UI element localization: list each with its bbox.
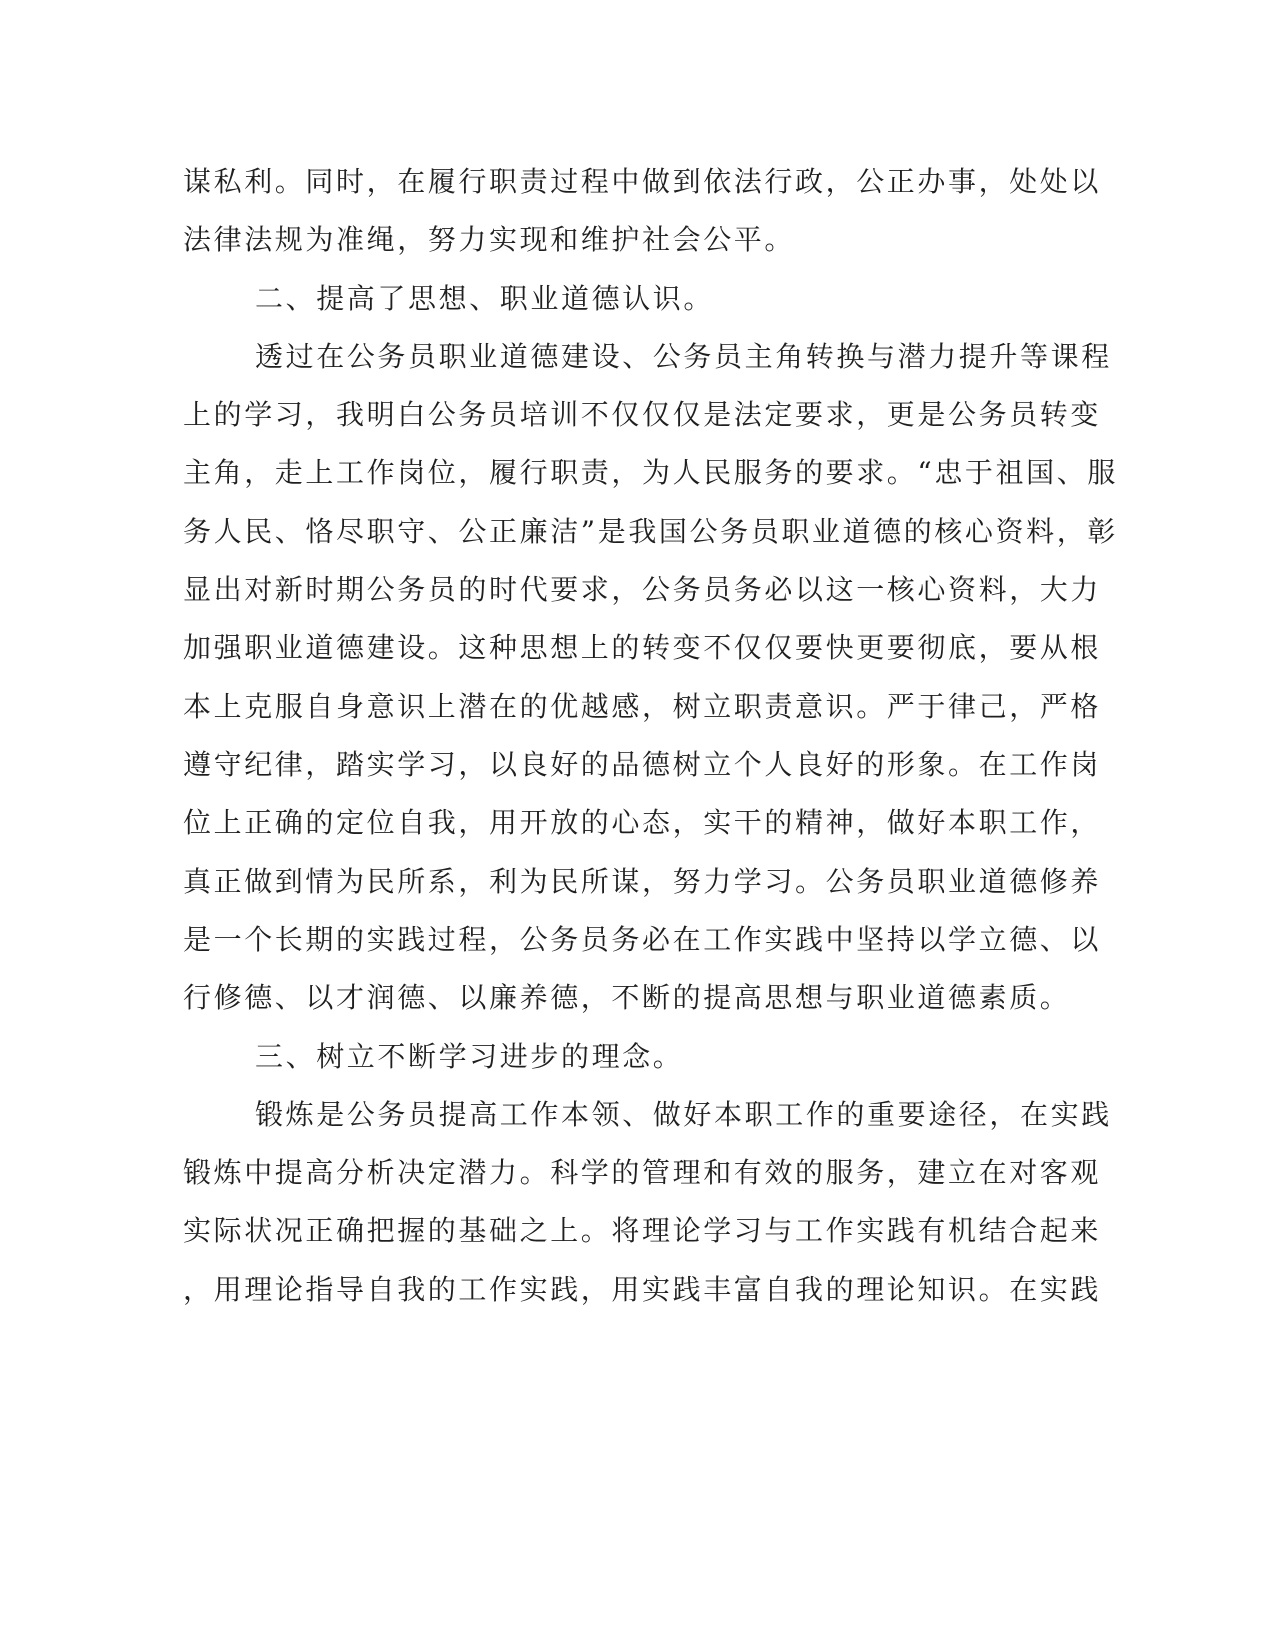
body-text-line: 锻炼是公务员提高工作本领、做好本职工作的重要途径，在实践 (255, 1098, 1112, 1131)
section-heading: 三、树立不断学习进步的理念。 (255, 1040, 684, 1073)
body-text-line: 加强职业道德建设。这种思想上的转变不仅仅要快更要彻底，要从根 (183, 631, 1102, 664)
body-text-line: 本上克服自身意识上潜在的优越感，树立职责意识。严于律己，严格 (183, 690, 1102, 723)
body-text-line: 法律法规为准绳，努力实现和维护社会公平。 (183, 223, 796, 256)
body-text-line: 透过在公务员职业道德建设、公务员主角转换与潜力提升等课程 (255, 340, 1112, 373)
body-text-line: 显出对新时期公务员的时代要求，公务员务必以这一核心资料，大力 (183, 573, 1102, 606)
body-text-line: 务人民、恪尽职守、公正廉洁”是我国公务员职业道德的核心资料，彰 (183, 515, 1118, 548)
body-text-line: 真正做到情为民所系，利为民所谋，努力学习。公务员职业道德修养 (183, 865, 1102, 898)
section-heading: 二、提高了思想、职业道德认识。 (255, 282, 715, 315)
body-text-line: 实际状况正确把握的基础之上。将理论学习与工作实践有机结合起来 (183, 1214, 1102, 1247)
body-text-line: 锻炼中提高分析决定潜力。科学的管理和有效的服务，建立在对客观 (183, 1156, 1102, 1189)
body-text-line: 位上正确的定位自我，用开放的心态，实干的精神，做好本职工作， (183, 806, 1102, 839)
body-text-line: 主角，走上工作岗位，履行职责，为人民服务的要求。“忠于祖国、服 (183, 456, 1118, 489)
body-text-line: 遵守纪律，踏实学习，以良好的品德树立个人良好的形象。在工作岗 (183, 748, 1102, 781)
body-text-line: 行修德、以才润德、以廉养德，不断的提高思想与职业道德素质。 (183, 981, 1071, 1014)
body-text-line: 上的学习，我明白公务员培训不仅仅仅是法定要求，更是公务员转变 (183, 398, 1102, 431)
body-text-line: 是一个长期的实践过程，公务员务必在工作实践中坚持以学立德、以 (183, 923, 1102, 956)
body-text-line: 谋私利。同时，在履行职责过程中做到依法行政，公正办事，处处以 (183, 165, 1102, 198)
body-text-line: ，用理论指导自我的工作实践，用实践丰富自我的理论知识。在实践 (183, 1273, 1102, 1306)
